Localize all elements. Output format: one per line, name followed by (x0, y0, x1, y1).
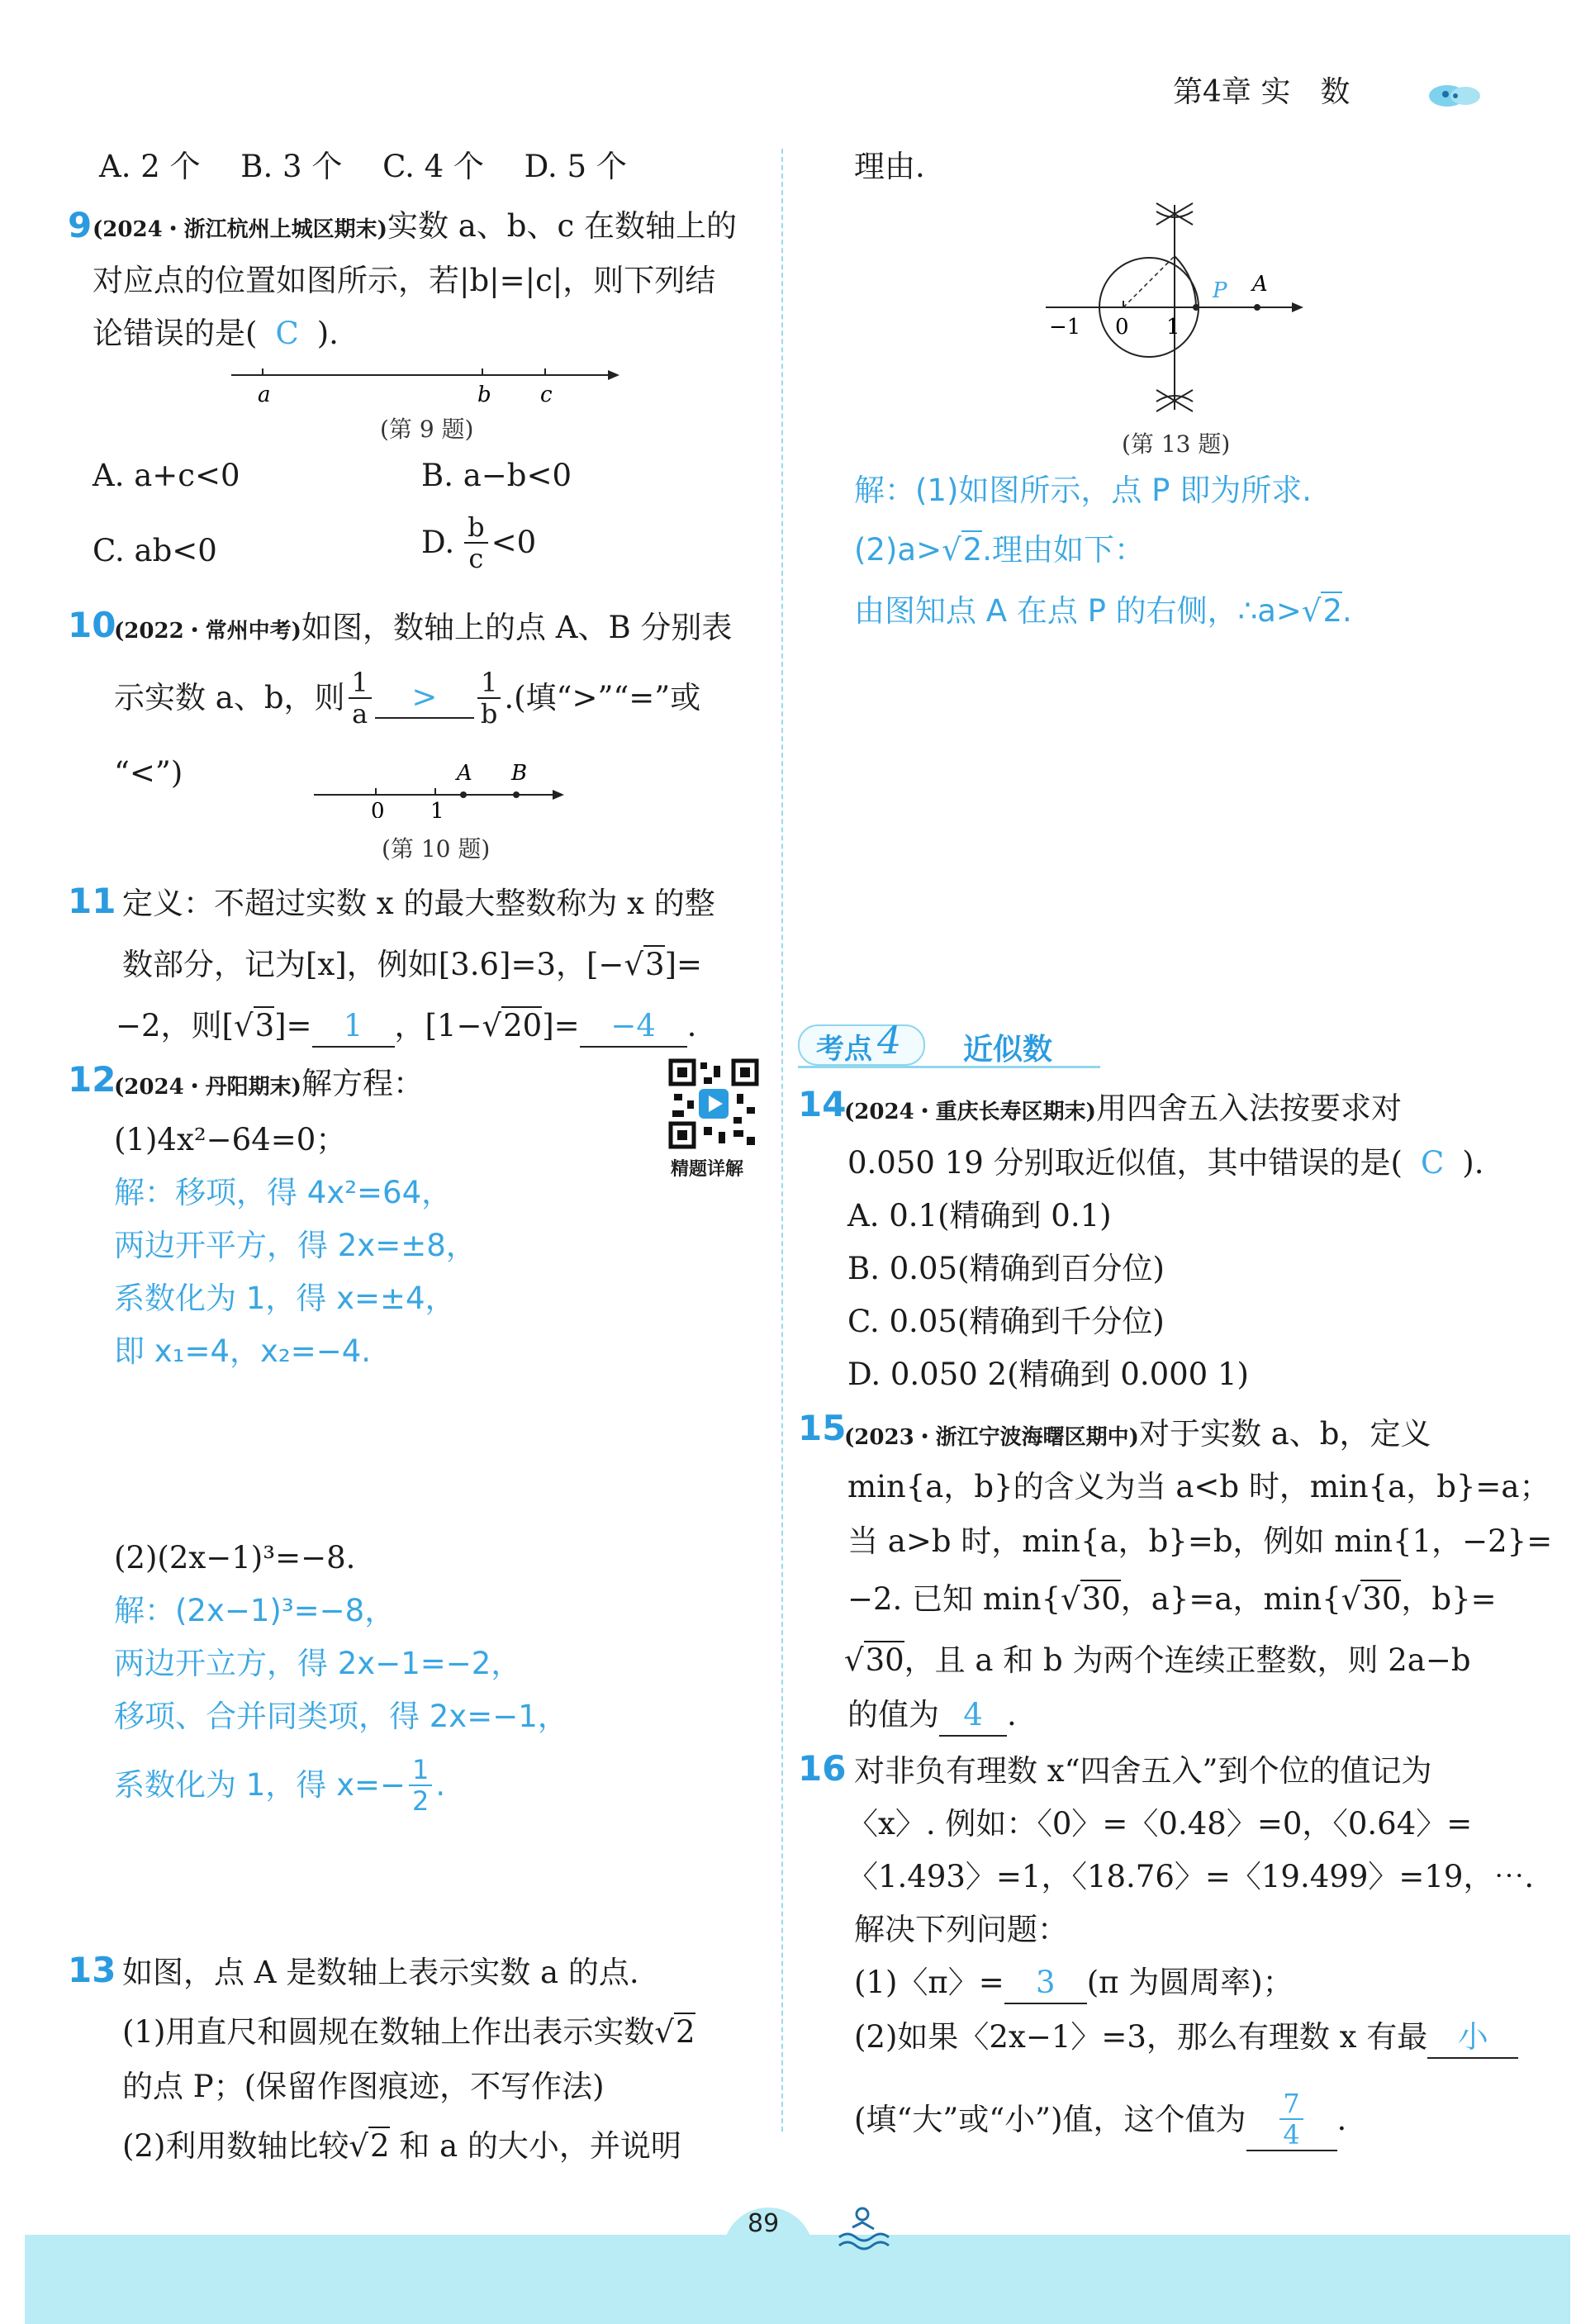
svg-text:A: A (457, 761, 472, 786)
q13-construction-figure (1032, 188, 1313, 436)
q16-answer1-blank: 3 (1004, 1963, 1087, 2004)
q10-line3: “<”) (114, 755, 183, 791)
q9-label-b: b (477, 383, 491, 407)
q14-option-a: A. 0.1(精确到 0.1) (847, 1198, 1112, 1233)
q12-sol1-line4: 即 x₁=4，x₂=−4. (114, 1333, 372, 1369)
q15-line4: −2. 已知 min{√30，a}=a，min{√30，b}= (847, 1581, 1497, 1617)
q9-line3: 论错误的是( C ). (93, 316, 339, 351)
q13-cont-line1: 理由. (854, 149, 925, 184)
qr-label: 精题详解 (671, 1159, 744, 1180)
section-label: 考点 (816, 1033, 872, 1066)
chapter-header: 第4章 实 数 (1173, 75, 1351, 109)
q9-option-d: D. $\frac{b}{c}$ <0 (421, 511, 537, 574)
q13-number: 13 (68, 1950, 116, 1990)
swimmer-deco-icon (834, 2204, 900, 2250)
page-number: 89 (748, 2209, 780, 2238)
q16-line5: (1)〈π〉= 3 (π 为圆周率)； (854, 1963, 1294, 2004)
q13-sol-line3: 由图知点 A 在点 P 的右侧，∴a>√2. (854, 593, 1352, 629)
q13-sol-line2: (2)a>√2.理由如下： (854, 532, 1145, 568)
q12-part2: (2)(2x−1)³=−8. (114, 1540, 356, 1575)
section-header (798, 1018, 1100, 1068)
q9-number: 9 (68, 205, 93, 245)
q13-line1: 如图，点 A 是数轴上表示实数 a 的点. (122, 1955, 639, 1990)
q12-number: 12 (68, 1059, 116, 1100)
q9-caption: (第 9 题) (380, 416, 474, 443)
q12-title: (2024・丹阳期末)解方程： (114, 1066, 424, 1101)
q14-option-d: D. 0.050 2(精确到 0.000 1) (847, 1357, 1249, 1392)
q15-line2: min{a，b}的含义为当 a<b 时，min{a，b}=a； (847, 1469, 1550, 1504)
q14-option-c: C. 0.05(精确到千分位) (847, 1304, 1165, 1339)
svg-text:−1: −1 (1049, 315, 1081, 340)
q11-answer2-blank: −4 (580, 1006, 687, 1048)
q11-number: 11 (68, 881, 116, 921)
q11-answer1-blank: 1 (312, 1006, 395, 1048)
q14-line2: 0.050 19 分别取近似值，其中错误的是( C ). (847, 1145, 1484, 1181)
svg-text:0: 0 (371, 799, 385, 818)
q14-number: 14 (798, 1084, 847, 1124)
q16-answer2-blank: 小 (1427, 2017, 1518, 2059)
q15-answer-blank: 4 (939, 1695, 1007, 1737)
q13-line3: 的点 P；(保留作图痕迹，不写作法) (122, 2069, 605, 2104)
svg-text:B: B (511, 761, 528, 786)
q16-line7: (填“大”或“小”)值，这个值为 $\frac{7}{4}$ . (854, 2088, 1347, 2151)
q15-line3: 当 a>b 时，min{a，b}=b，例如 min{1，−2}= (847, 1523, 1553, 1559)
q13-sol-line1: 解：(1)如图所示，点 P 即为所求. (854, 473, 1313, 508)
svg-text:P: P (1213, 278, 1227, 303)
q9-line1: (2024・浙江杭州上城区期末)实数 a、b、c 在数轴上的 (93, 208, 737, 244)
q8-options: A. 2 个 B. 3 个 C. 4 个 D. 5 个 (99, 149, 627, 184)
q16-number: 16 (798, 1748, 847, 1789)
svg-text:1: 1 (1166, 315, 1180, 340)
q15-number: 15 (798, 1408, 847, 1448)
qr-code-icon[interactable] (667, 1057, 760, 1150)
section-number: 4 (877, 1018, 902, 1062)
q12-sol2-line1: 解：(2x−1)³=−8， (114, 1593, 396, 1628)
cloud-deco-icon (1427, 76, 1485, 109)
q14-line1: (2024・重庆长寿区期末)用四舍五入法按要求对 (844, 1091, 1402, 1126)
q10-caption: (第 10 题) (382, 835, 491, 863)
q11-line3: −2，则[√3]= 1 ，[1−√20]= −4 . (116, 1006, 696, 1048)
q12-sol2-line3: 移项、合并同类项，得 2x=−1， (114, 1699, 568, 1734)
q9-option-b: B. a−b<0 (421, 458, 572, 493)
q9-option-a: A. a+c<0 (93, 458, 240, 493)
q9-label-c: c (540, 383, 553, 407)
q16-line3: 〈1.493〉=1，〈18.76〉=〈19.499〉=19，⋯. (847, 1859, 1535, 1894)
q10-number-line (310, 758, 574, 818)
q15-line6: 的值为 4 . (847, 1695, 1017, 1737)
q12-sol2-line4: 系数化为 1，得 x=− $\frac{1}{2}$ . (114, 1754, 446, 1817)
q13-line2: (1)用直尺和圆规在数轴上作出表示实数√2 (122, 2014, 695, 2050)
q12-part1: (1)4x²−64=0； (114, 1122, 347, 1157)
q9-number-line (223, 364, 628, 413)
q10-line1: (2022・常州中考)如图，数轴上的点 A、B 分别表 (114, 610, 733, 645)
q10-number: 10 (68, 605, 116, 645)
q13-caption: (第 13 题) (1122, 430, 1231, 458)
section-title: 近似数 (963, 1033, 1053, 1067)
svg-text:A: A (1252, 272, 1268, 297)
q11-line1: 定义：不超过实数 x 的最大整数称为 x 的整 (122, 886, 715, 921)
q12-sol1-line3: 系数化为 1，得 x=±4， (114, 1281, 456, 1316)
q16-line2: 〈x〉. 例如：〈0〉=〈0.48〉=0，〈0.64〉= (847, 1806, 1473, 1842)
svg-text:1: 1 (430, 799, 444, 818)
column-divider (781, 149, 783, 2132)
svg-text:0: 0 (1115, 315, 1129, 340)
q9-label-a: a (258, 383, 271, 407)
q12-sol2-line2: 两边开立方，得 2x−1=−2， (114, 1646, 522, 1681)
q15-line1: (2023・浙江宁波海曙区期中)对于实数 a、b，定义 (844, 1416, 1431, 1452)
q16-line1: 对非负有理数 x“四舍五入”到个位的值记为 (854, 1753, 1432, 1789)
q16-line6: (2)如果〈2x−1〉=3，那么有理数 x 有最 小 (854, 2017, 1518, 2059)
q11-line2: 数部分，记为[x]，例如[3.6]=3，[−√3]= (122, 947, 702, 982)
q9-line2: 对应点的位置如图所示，若|b|=|c|，则下列结 (93, 263, 716, 298)
q14-option-b: B. 0.05(精确到百分位) (847, 1251, 1165, 1286)
q13-line4: (2)利用数轴比较√2 和 a 的大小，并说明 (122, 2128, 681, 2164)
q10-answer-blank: > (375, 677, 474, 719)
q10-line2: 示实数 a、b，则 $\frac{1}{a}$ > $\frac{1}{b}$ .(填“>”“=”或 (114, 667, 701, 730)
q16-line4: 解决下列问题： (854, 1912, 1068, 1947)
q12-sol1-line2: 两边开平方，得 2x=±8， (114, 1228, 477, 1263)
q15-line5: √30，且 a 和 b 为两个连续正整数，则 2a−b (844, 1642, 1471, 1678)
q9-option-c: C. ab<0 (93, 533, 217, 568)
q12-sol1-line1: 解：移项，得 4x²=64， (114, 1175, 453, 1210)
